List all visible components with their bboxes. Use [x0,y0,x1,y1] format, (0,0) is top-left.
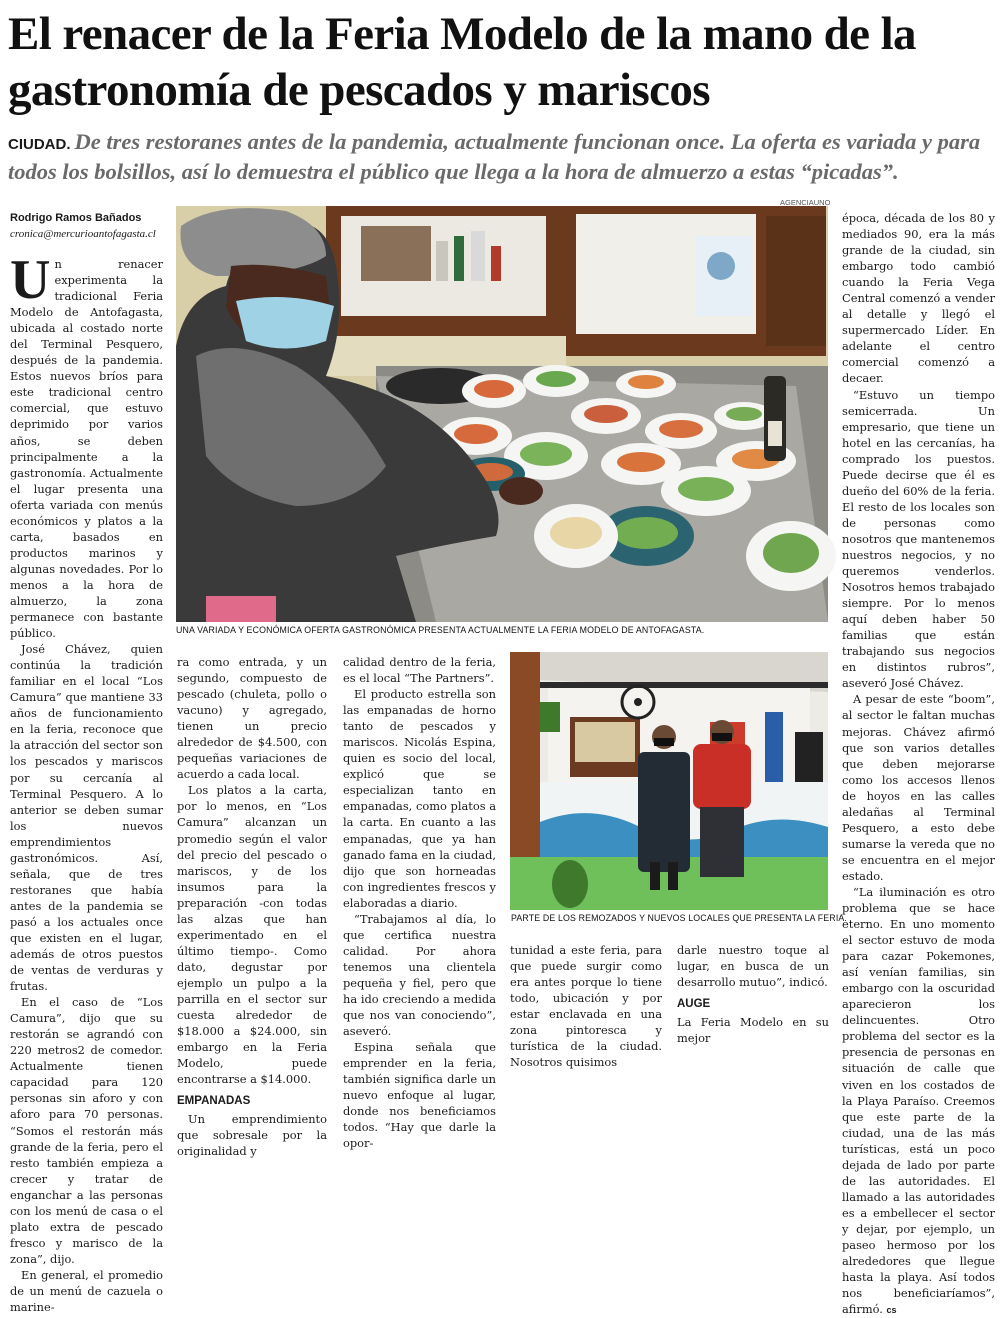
article-column-4 [510,942,662,1070]
paragraph [842,884,995,1318]
paragraph: En general, el promedio de un menú de cazuela o marine- [10,1267,163,1315]
paragraph: Un emprendimiento que sobresale por la originalidad y [177,1112,327,1159]
photo-caption: PARTE DE LOS REMOZADOS Y NUEVOS LOCALES QUE PRESENTA LA FERIA. [511,913,848,923]
article-column-6 [842,210,995,1317]
paragraph: Los platos a la carta, por lo menos, en “Los Camura” alcanzan un promedio según el valor del precio del pescado o mariscos, y de los insumos para la preparación -con todas las alzas que han experimentado en el último tiempo-. Como dato, degustar por ejemplo un pulpo a la parrilla en el sector sur cuesta alrededor de $18.000 a $24.000, sin embargo en la Feria Modelo, puede encontrarse a $14.000. [177,783,327,1087]
article-column-1 [10,249,163,1315]
byline [10,210,175,242]
photo-restaurant-front [510,652,828,910]
deck-text: De tres restoranes antes de la pandemia, actualmente funcionan once. La oferta es variada y para todos los bolsillos, así lo demuestra el público que llega a la hora de almuerzo a estas “picadas”. [8,129,981,184]
article-column-3 [343,654,496,1151]
paragraph: n renacer experimenta la tradicional Feria Modelo de Antofagasta, ubicada al costado norte del Terminal Pesquero, después de la pandemia. Estos nuevos bríos para este tradicional centro comercial, que estuvo deprimido por varios años, se deben principalmente a la gastronomía. Actualmente el lugar presenta una oferta variada con menús económicos y platos a la carta, basados en productos marinos y algunas novedades. Por lo menos a la hora de almuerzo, la zona permanece con bastante público. [10,257,163,641]
paragraph: “Trabajamos al día, lo que certifica nuestra calidad. Por ahora tenemos una clientela pequeña y fiel, pero que ha ido creciendo a medida que nos van conociendo”, aseveró. [343,911,496,1039]
paragraph: ra como entrada, y un segundo, compuesto de pescado (chuleta, pollo o vacuno) y agregado, tienen un precio alrededor de $4.500, con pequeñas variaciones de acuerdo a cada local. [177,655,327,782]
photo-credit: AGENCIAUNO [780,198,831,207]
section-heading: AUGE [677,998,711,1011]
paragraph-text: “La iluminación es otro problema que se hace eterno. En uno momento el sector estuvo de moda para cazar Pokemones, así venían familias, sin embargo con la oscuridad aparecieron los delincuentes. Otro problema del sector es la presencia de personas en situación de calle que viven en los costados de la Playa Paraíso. Creemos que este parte de la ciudad, una de las más turísticas, está un poco dejada de lado por parte de las autoridades. El llamado a las autoridades es a embellecer el sector y dejar, por ejemplo, un paseo hermoso por los alrededores que llegue hasta la playa. Así todos nos beneficiaríamos”, afirmó. [842,884,995,1317]
paragraph: El producto estrella son las empanadas de horno tanto de pescados y mariscos. Nicolás Espina, quien es socio del local, explicó que se especializan tanto en empanadas, como platos a la carta. En cuanto a las empanadas, que ya han ganado fama en la ciudad, dijo que son horneadas con ingredientes frescos y elaboradas a diario. [343,687,496,910]
section-kicker: CIUDAD. [8,136,71,153]
author-email: cronica@mercurioantofagasta.cl [10,228,156,240]
dropcap: U [10,249,51,311]
paragraph: Espina señala que emprender en la feria, también significa darle un nuevo enfoque al lugar, donde nos beneficiamos todos. “Hay que darle la opor- [343,1040,496,1151]
paragraph: La Feria Modelo en su mejor [677,1015,829,1046]
paragraph: calidad dentro de la feria, es el local “The Partners”. [343,655,496,686]
end-mark: cs [886,1305,897,1316]
paragraph: José Chávez, quien continúa la tradición familiar en el local “Los Camura” que mantiene 33 años de funcionamiento en la feria, reconoce que la atracción del sector son los pescados y mariscos por su cercanía al Terminal Pesquero. A lo anterior se deben sumar los nuevos emprendimientos gastronómicos. Así, señala, que de tres restoranes que había antes de la pandemia se pasó a los actuales once que existen en el lugar, además de otros puestos de ventas de verduras y frutas. [10,642,163,994]
article-column-5 [677,942,829,1046]
photo-caption: UNA VARIADA Y ECONÓMICA OFERTA GASTRONÓMICA PRESENTA ACTUALMENTE LA FERIA MODELO DE ANTOFAGASTA. [176,625,705,635]
paragraph: A pesar de este “boom”, al sector le faltan muchas mejoras. Chávez afirmó que son varios detalles que deben mejorarse como los accesos llenos de hoyos en las calles aledañas al Terminal Pesquero, a esto debe sumarse la vereda que no se encuentra en el mejor estado. [842,692,995,883]
article-column-2 [177,654,327,1159]
paragraph: tunidad a este feria, para que puede surgir como era antes porque lo tiene todo, ubicación y por estar enclavada en una zona pintoresca y turística de la ciudad. Nosotros quisimos [510,943,662,1070]
section-heading: EMPANADAS [177,1095,251,1108]
paragraph: darle nuestro toque al lugar, en busca de un desarrollo mutuo”, indicó. [677,943,829,990]
photo-food-plates [176,206,828,622]
author-name: Rodrigo Ramos Bañados [10,212,142,224]
paragraph: época, década de los 80 y mediados 90, era la más grande de la ciudad, sin embargo todo cambió cuando la Feria Vega Central comenzó a vender al detalle y llegó el supermercado Líder. En adelante el centro comercial comenzó a decaer. [842,211,995,386]
deck [8,128,993,185]
headline: El renacer de la Feria Modelo de la mano de la gastronomía de pescados y mariscos [8,8,916,116]
paragraph: En el caso de “Los Camura”, dijo que su restorán se agrandó con 220 metros2 de comedor. Actualmente tienen capacidad para 120 personas sin aforo y con aforo para 70 personas. “Somos el restorán más grande de la feria, pero el resto también empieza a crecer y tratar de enganchar a las personas con los menú de casa o el plato extra de pescado fresco y marisco de la zona”, dijo. [10,995,163,1266]
paragraph: “Estuvo un tiempo semicerrada. Un empresario, que tiene un hotel en las cercanías, ha comprado los puestos. Puede decirse que él es dueño del 60% de la feria. El resto de los locales son de personas como nosotros que mantenemos nuestros negocios, y no queremos venderlos. Nosotros hemos trabajado siempre. Por lo menos aquí deben haber 50 familias que están trabajando sus negocios en distintos rubros”, aseveró José Chávez. [842,387,995,691]
